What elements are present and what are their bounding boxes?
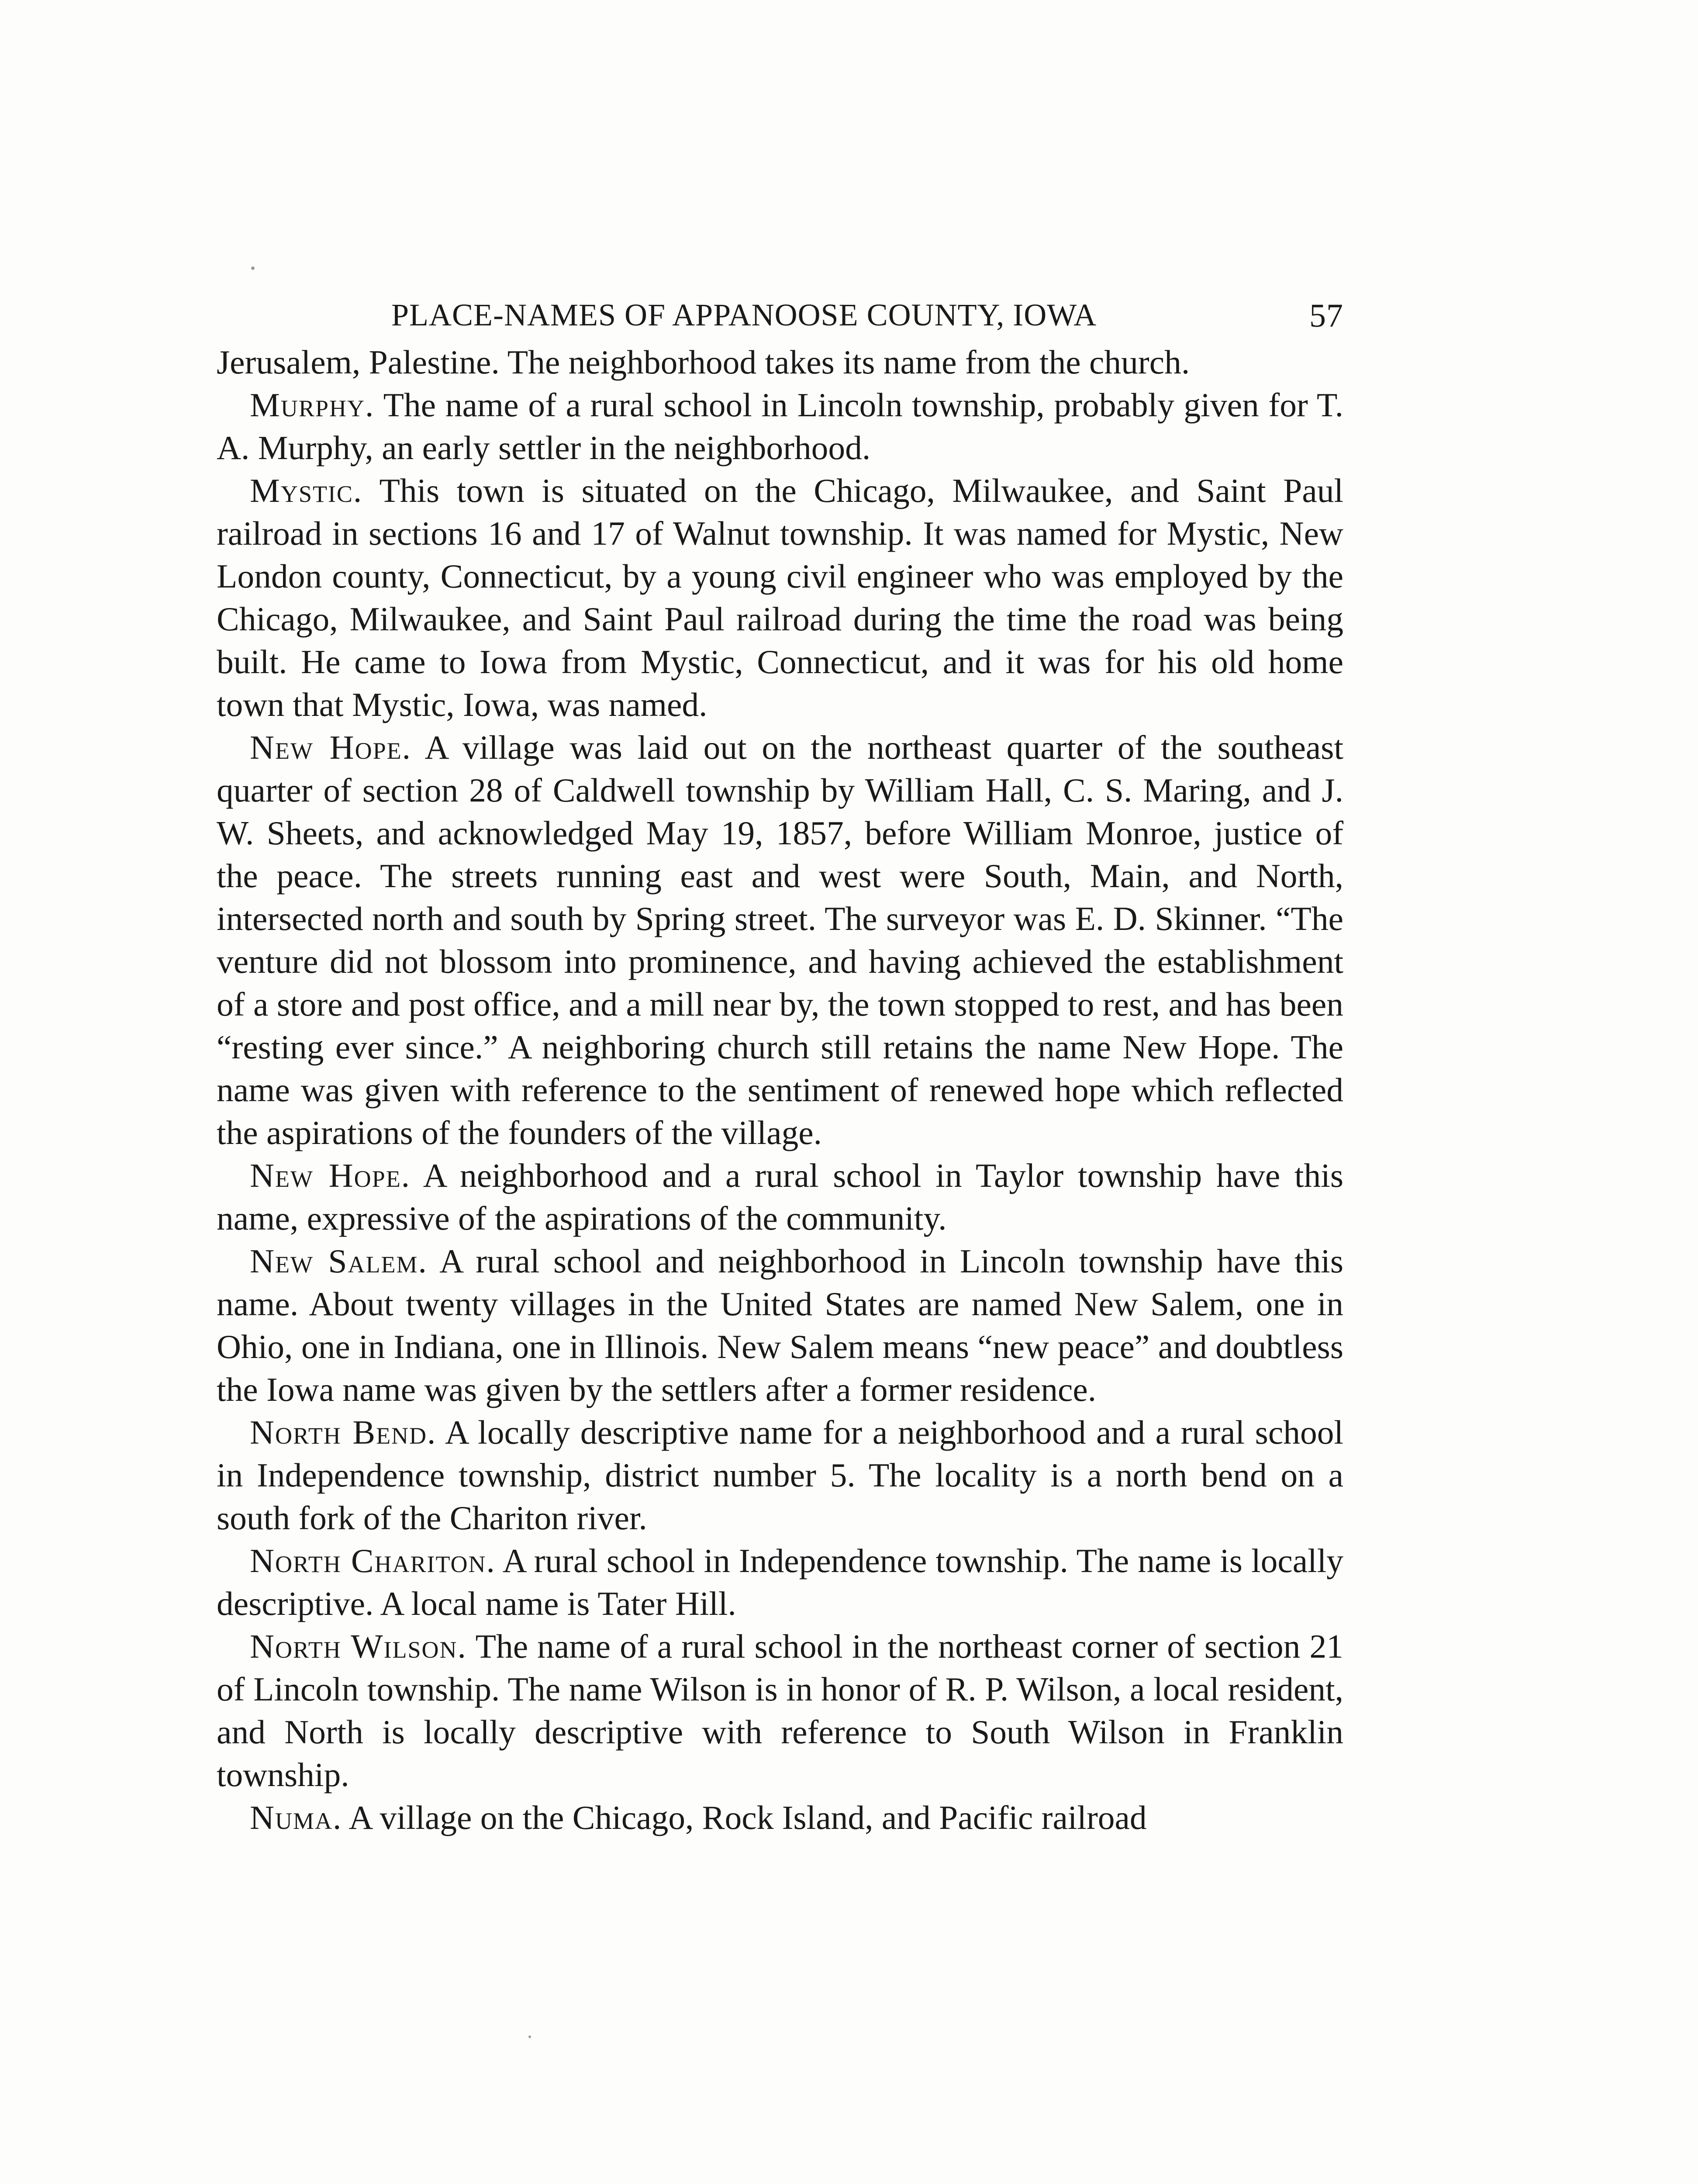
entry-north-wilson — [217, 1625, 1343, 1796]
entry-text: The name of a rural school in the northeast corner of section 21 of Lincoln township. The name Wilson is in honor of R. P. Wilson, a local resident, and North is locally descriptive with reference to South Wilson in Franklin township. — [217, 1628, 1343, 1794]
paragraph-text: Jerusalem, Palestine. The neighborhood takes its name from the church. — [217, 343, 1190, 381]
paragraph-continuation — [217, 341, 1343, 384]
entry-mystic — [217, 469, 1343, 726]
text-block — [217, 284, 1343, 1839]
scan-speck — [251, 266, 255, 270]
entry-text: A rural school in Independence township. The name is locally descriptive. A local name is Tater Hill. — [217, 1542, 1343, 1622]
scan-speck — [528, 2035, 531, 2038]
entry-text: A neighborhood and a rural school in Taylor township have this name, expressive of the aspirations of the community. — [217, 1157, 1344, 1237]
entry-new-hope-village — [217, 726, 1343, 1154]
entry-headword: Numa. — [250, 1799, 342, 1836]
entry-headword: North Chariton. — [250, 1542, 496, 1579]
page-number: 57 — [1309, 297, 1343, 334]
entry-text: The name of a rural school in Lincoln township, probably given for T. A. Murphy, an early settler in the neighborhood. — [217, 386, 1343, 467]
entry-text: This town is situated on the Chicago, Milwaukee, and Saint Paul railroad in sections 16 and 17 of Walnut township. It was named for Mystic, New London county, Connecticut, by a young civil engineer who was employed by the Chicago, Milwaukee, and Saint Paul railroad during the time the road was being built. He came to Iowa from Mystic, Connecticut, and it was for his old home town that Mystic, Iowa, was named. — [217, 472, 1343, 723]
entry-headword: New Hope. — [250, 1157, 411, 1194]
entry-north-chariton — [217, 1539, 1343, 1625]
entry-headword: Mystic. — [250, 472, 363, 509]
entry-murphy — [217, 384, 1343, 469]
entry-numa — [217, 1796, 1343, 1839]
entry-headword: North Bend. — [250, 1413, 437, 1451]
entry-headword: New Salem. — [250, 1242, 428, 1280]
entry-headword: New Hope. — [250, 729, 411, 766]
running-head-title: PLACE-NAMES OF APPANOOSE COUNTY, IOWA — [391, 297, 1097, 332]
entry-headword: North Wilson. — [250, 1628, 467, 1665]
body-text — [217, 341, 1343, 1839]
entry-headword: Murphy. — [250, 386, 375, 424]
running-head — [217, 284, 1343, 341]
entry-text: A village on the Chicago, Rock Island, and Pacific railroad — [349, 1799, 1147, 1836]
entry-text: A rural school and neighborhood in Lincoln township have this name. About twenty villages in the United States are named New Salem, one in Ohio, one in Indiana, one in Illinois. New Salem means “new peace” and doubtless the Iowa name was given by the settlers after a former residence. — [217, 1242, 1343, 1408]
entry-new-salem — [217, 1240, 1343, 1411]
entry-text: A village was laid out on the northeast quarter of the southeast quarter of section 28 of Caldwell township by William Hall, C. S. Maring, and J. W. Sheets, and acknowledged May 19, 1857, before William Monroe, justice of the peace. The streets running east and west were South, Main, and North, intersected north and south by Spring street. The surveyor was E. D. Skinner. “The venture did not blossom into prominence, and having achieved the establishment of a store and post office, and a mill near by, the town stopped to rest, and has been “resting ever since.” A neighboring church still retains the name New Hope. The name was given with reference to the sentiment of renewed hope which reflected the aspirations of the founders of the village. — [217, 729, 1343, 1151]
entry-text: A locally descriptive name for a neighborhood and a rural school in Independence township, district number 5. The locality is a north bend on a south fork of the Chariton river. — [217, 1413, 1343, 1537]
entry-north-bend — [217, 1411, 1343, 1539]
entry-new-hope-school — [217, 1154, 1343, 1240]
